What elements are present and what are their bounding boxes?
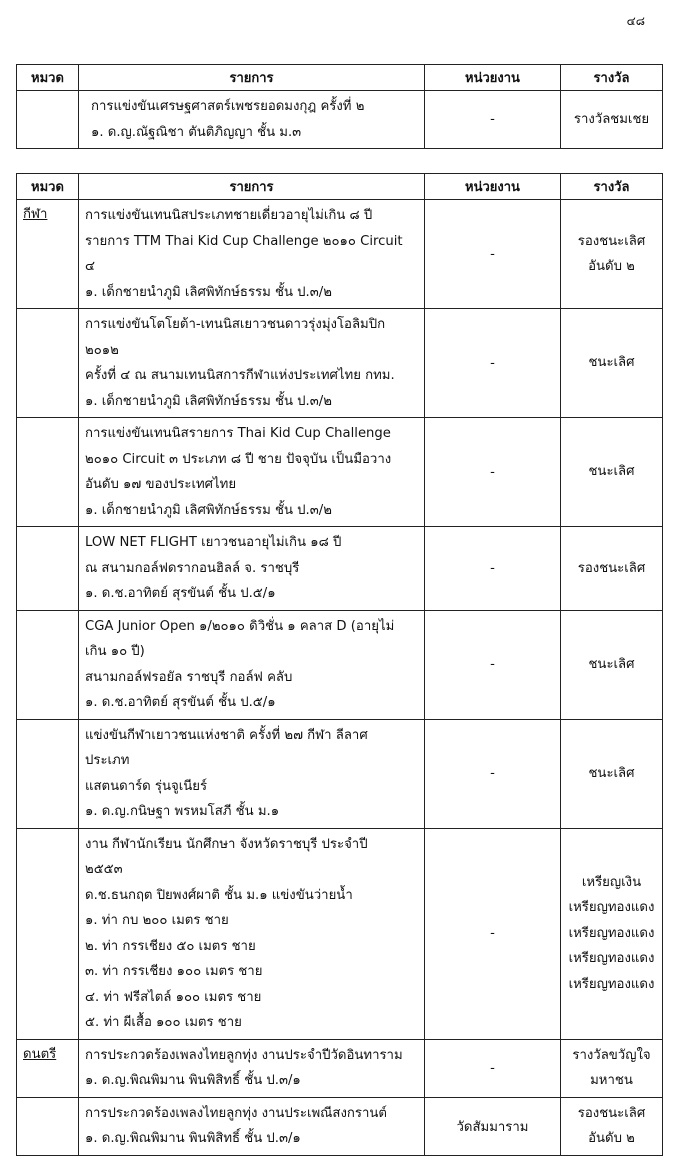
unit-cell: - xyxy=(425,610,561,719)
item-cell xyxy=(79,610,425,719)
table-row xyxy=(17,200,663,309)
award-line: อันดับ ๒ xyxy=(588,1131,635,1146)
table-row xyxy=(17,91,663,149)
category-cell xyxy=(17,91,79,149)
award-cell xyxy=(561,719,663,828)
item-line: แข่งขันกีฬาเยาวชนแห่งชาติ ครั้งที่ ๒๗ กีฬา ลีลาศ xyxy=(85,727,368,743)
award-cell xyxy=(561,200,663,309)
unit-cell: - xyxy=(425,1039,561,1097)
item-line: ๕. ท่า ผีเสื้อ ๑๐๐ เมตร ชาย xyxy=(85,1015,242,1030)
item-line: สนามกอล์ฟรอยัล ราชบุรี กอล์ฟ คลับ xyxy=(85,669,293,685)
awards-table-2 xyxy=(16,173,663,1156)
header-item: รายการ xyxy=(79,174,425,200)
award-line: รองชนะเลิศ xyxy=(577,1105,646,1121)
item-line: ด.ช.ธนกฤต ปิยพงศ์ผาติ ชั้น ม.๑ แข่งขันว่ายน้ำ xyxy=(85,887,353,903)
table-row xyxy=(17,610,663,719)
unit-cell: - xyxy=(425,527,561,611)
category-cell xyxy=(17,1097,79,1155)
table-header-row xyxy=(17,65,663,91)
table-row xyxy=(17,1039,663,1097)
table-header-row xyxy=(17,174,663,200)
award-cell xyxy=(561,1097,663,1155)
unit-cell: - xyxy=(425,719,561,828)
item-line: ๑. ด.ช.อาทิตย์ สุรขันต์ ชั้น ป.๕/๑ xyxy=(85,695,276,710)
award-line: รองชนะเลิศ xyxy=(577,233,646,249)
unit-cell: - xyxy=(425,418,561,527)
category-cell xyxy=(17,418,79,527)
item-line: CGA Junior Open ๑/๒๐๑๐ ดิวิชั่น ๑ คลาส D (อายุไม่ xyxy=(85,618,395,634)
award-line: รองชนะเลิศ xyxy=(577,560,646,576)
item-line: การแข่งขันเศรษฐศาสตร์เพชรยอดมงกุฎ ครั้งที่ ๒ xyxy=(91,99,365,114)
table-row xyxy=(17,418,663,527)
category-cell xyxy=(17,610,79,719)
item-line: การแข่งขันโตโยต้า-เทนนิสเยาวชนดาวรุ่งมุ่งโอลิมปิก xyxy=(85,317,386,332)
header-award: รางวัล xyxy=(561,65,663,91)
award-line: รางวัลชมเชย xyxy=(573,111,650,127)
unit-cell: - xyxy=(425,828,561,1039)
table-row xyxy=(17,527,663,611)
unit-cell: - xyxy=(425,91,561,149)
award-line: เหรียญทองแดง xyxy=(568,951,655,967)
item-line: ๔ xyxy=(85,259,95,274)
item-cell xyxy=(79,828,425,1039)
category-cell xyxy=(17,200,79,309)
award-line: เหรียญเงิน xyxy=(581,874,642,890)
table-body xyxy=(17,91,663,149)
item-line: ๑. ด.ญ.พิณพิมาน พินพิสิทธิ์ ชั้น ป.๓/๑ xyxy=(85,1131,301,1146)
table-row xyxy=(17,719,663,828)
item-line: ๒๕๕๓ xyxy=(85,862,123,877)
item-line: ๒๐๑๒ xyxy=(85,342,119,358)
item-line: ๒๐๑๐ Circuit ๓ ประเภท ๘ ปี ชาย ปัจจุบัน เป็นมือวาง xyxy=(85,451,392,467)
item-line: ๑. ด.ญ.พิณพิมาน พินพิสิทธิ์ ชั้น ป.๓/๑ xyxy=(85,1073,301,1088)
item-line: ๑. เด็กชายนำภูมิ เลิศพิทักษ์ธรรม ชั้น ป.๓/๒ xyxy=(85,502,332,518)
category-cell xyxy=(17,1039,79,1097)
item-cell xyxy=(79,527,425,611)
award-line: ชนะเลิศ xyxy=(588,464,635,480)
table-row xyxy=(17,828,663,1039)
item-cell xyxy=(79,200,425,309)
header-unit: หน่วยงาน xyxy=(425,65,561,91)
item-cell xyxy=(79,309,425,418)
item-cell xyxy=(79,1097,425,1155)
table-row xyxy=(17,1097,663,1155)
category-cell xyxy=(17,309,79,418)
item-line: การประกวดร้องเพลงไทยลูกทุ่ง งานประจำปีวัดอินทาราม xyxy=(85,1047,403,1063)
unit-cell: วัดสัมมาราม xyxy=(425,1097,561,1155)
category-label: ดนตรี xyxy=(23,1046,57,1062)
category-cell xyxy=(17,527,79,611)
award-cell xyxy=(561,309,663,418)
award-line: ชนะเลิศ xyxy=(588,765,635,781)
item-line: LOW NET FLIGHT เยาวชนอายุไม่เกิน ๑๘ ปี xyxy=(85,535,342,550)
item-line: ๑. ด.ช.อาทิตย์ สุรขันต์ ชั้น ป.๕/๑ xyxy=(85,586,276,601)
award-cell xyxy=(561,828,663,1039)
unit-cell: - xyxy=(425,200,561,309)
awards-table-1 xyxy=(16,64,663,149)
unit-cell: - xyxy=(425,309,561,418)
award-line: เหรียญทองแดง xyxy=(568,976,655,992)
item-line: ๒. ท่า กรรเชียง ๕๐ เมตร ชาย xyxy=(85,938,256,954)
header-category: หมวด xyxy=(17,174,79,200)
item-line: ๑. เด็กชายนำภูมิ เลิศพิทักษ์ธรรม ชั้น ป.๓/๒ xyxy=(85,393,332,409)
item-cell xyxy=(79,91,425,149)
header-unit: หน่วยงาน xyxy=(425,174,561,200)
award-cell xyxy=(561,1039,663,1097)
category-cell xyxy=(17,719,79,828)
award-line: เหรียญทองแดง xyxy=(568,925,655,941)
item-line: แสตนดาร์ด รุ่นจูเนียร์ xyxy=(85,778,208,794)
item-line: เกิน ๑๐ ปี) xyxy=(85,644,145,659)
category-cell xyxy=(17,828,79,1039)
table-row xyxy=(17,309,663,418)
award-line: เหรียญทองแดง xyxy=(568,900,655,916)
item-line: การแข่งขันเทนนิสรายการ Thai Kid Cup Challenge xyxy=(85,426,391,441)
item-cell xyxy=(79,1039,425,1097)
award-line: รางวัลขวัญใจ xyxy=(572,1047,651,1063)
item-line: ประเภท xyxy=(85,753,130,768)
award-line: ชนะเลิศ xyxy=(588,656,635,672)
award-line: ชนะเลิศ xyxy=(588,355,635,371)
header-category: หมวด xyxy=(17,65,79,91)
category-label: กีฬา xyxy=(23,207,48,222)
page-number: ๔๘ xyxy=(626,14,645,28)
award-cell xyxy=(561,527,663,611)
item-line: รายการ TTM Thai Kid Cup Challenge ๒๐๑๐ Circuit xyxy=(85,233,403,249)
item-line: การแข่งขันเทนนิสประเภทชายเดี่ยวอายุไม่เกิน ๘ ปี xyxy=(85,208,373,223)
award-cell xyxy=(561,418,663,527)
item-line: ครั้งที่ ๔ ณ สนามเทนนิสการกีฬาแห่งประเทศไทย กทม. xyxy=(85,368,395,383)
award-line: มหาชน xyxy=(590,1073,633,1088)
item-cell xyxy=(79,719,425,828)
item-line: ๑. เด็กชายนำภูมิ เลิศพิทักษ์ธรรม ชั้น ป.๓/๒ xyxy=(85,284,332,300)
item-line: ๑. ท่า กบ ๒๐๐ เมตร ชาย xyxy=(85,913,229,928)
item-line: ๔. ท่า ฟรีสไตล์ ๑๐๐ เมตร ชาย xyxy=(85,989,262,1005)
item-line: ๑. ด.ญ.ณัฐณิชา ตันติภิญญา ชั้น ม.๓ xyxy=(91,124,302,140)
award-line: อันดับ ๒ xyxy=(588,259,635,274)
item-line: อันดับ ๑๗ ของประเทศไทย xyxy=(85,477,237,492)
item-line: ณ สนามกอล์ฟดรากอนฮิลล์ จ. ราชบุรี xyxy=(85,560,300,576)
award-cell xyxy=(561,91,663,149)
item-line: งาน กีฬานักเรียน นักศึกษา จังหวัดราชบุรี ประจำปี xyxy=(85,836,368,852)
item-line: ๓. ท่า กรรเชียง ๑๐๐ เมตร ชาย xyxy=(85,964,263,979)
item-line: การประกวดร้องเพลงไทยลูกทุ่ง งานประเพณีสงกรานต์ xyxy=(85,1105,387,1121)
item-cell xyxy=(79,418,425,527)
item-line: ๑. ด.ญ.กนิษฐา พรหมโสภี ชั้น ม.๑ xyxy=(85,804,280,819)
table-body xyxy=(17,200,663,1156)
award-cell xyxy=(561,610,663,719)
header-item: รายการ xyxy=(79,65,425,91)
header-award: รางวัล xyxy=(561,174,663,200)
